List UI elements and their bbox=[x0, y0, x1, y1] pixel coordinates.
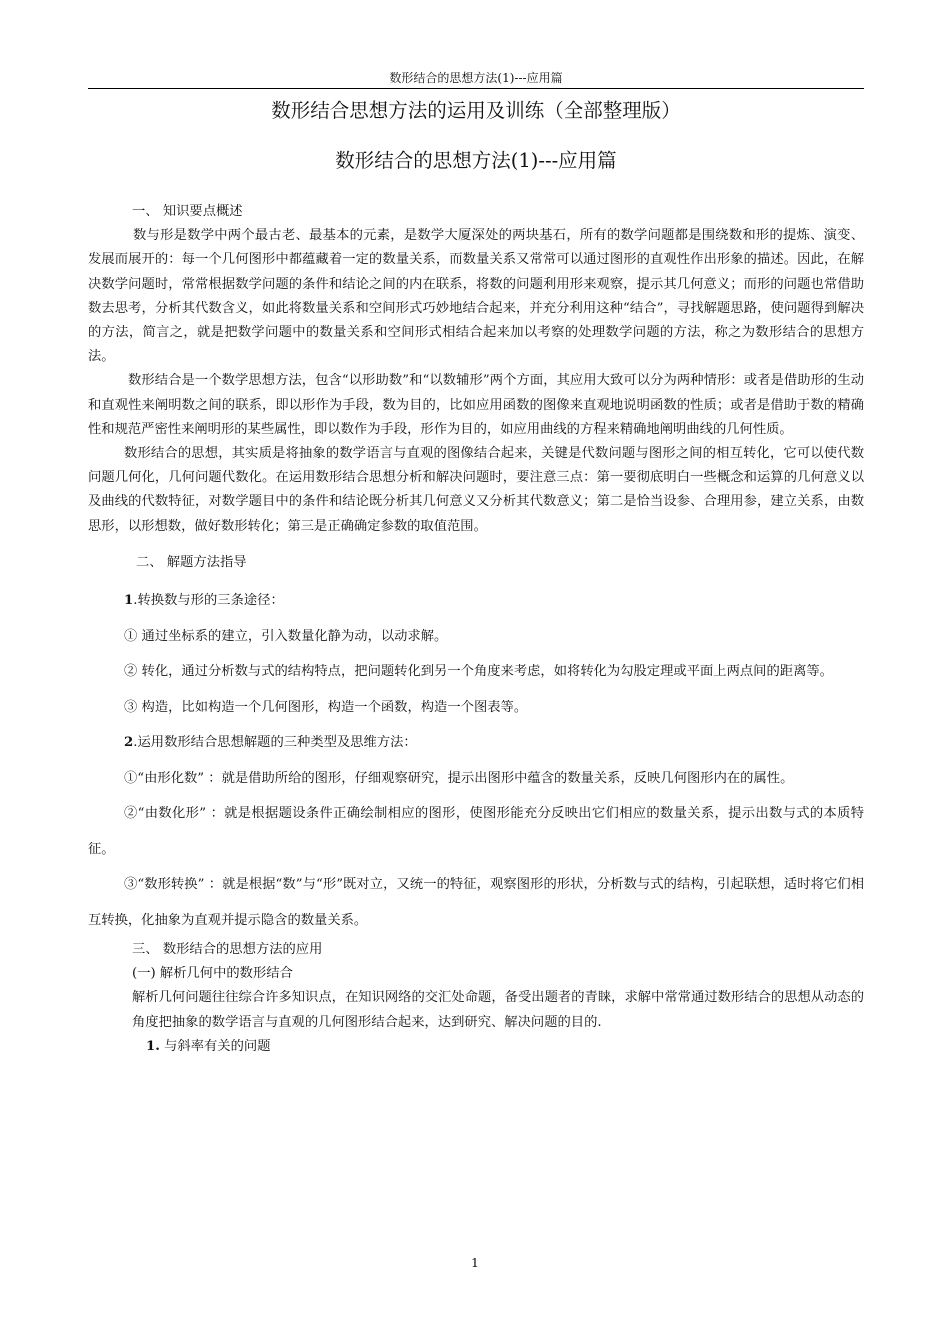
header-rule bbox=[88, 88, 864, 89]
page-number: 1 bbox=[471, 1255, 479, 1270]
method-item-1c: ③ 构造，比如构造一个几何图形，构造一个函数，构造一个图表等。 bbox=[124, 699, 528, 715]
section-3-item-1-text: 与斜率有关的问题 bbox=[159, 1038, 271, 1054]
method-item-1b: ② 转化，通过分析数与式的结构特点，把问题转化到另一个角度来考虑，如将转化为勾股定理或平面上两点间的距离等。 bbox=[124, 664, 833, 680]
section-3-item-1 bbox=[88, 1035, 864, 1059]
running-header: 数形结合的思想方法(1)---应用篇 bbox=[389, 71, 563, 85]
section-1-paragraph-1: 数与形是数学中两个最古老、最基本的元素，是数学大厦深处的两块基石，所有的数学问题都是围绕数和形的提炼、演变、发展而展开的：每一个几何图形中都蕴藏着一定的数量关系，而数量关系又常常可以通过图形的直观性作出形象的描述。因此，在解决数学问题时，常常根据数学问题的条件和结论之间的内在联系，将数的问题利用形来观察，提示其几何意义；而形的问题也常借助数去思考，分析其代数含义，如此将数量关系和空间形式巧妙地结合起来，并充分利用这种“结合”，寻找解题思路，使问题得到解决的方法，简言之，就是把数学问题中的数量关系和空间形式相结合起来加以考察的处理数学问题的方法，称之为数形结合的思想方法。 bbox=[88, 228, 864, 365]
section-1-heading: 一、 知识要点概述 bbox=[132, 204, 243, 219]
section-3-heading: 三、 数形结合的思想方法的应用 bbox=[132, 942, 323, 958]
method-item-1a: ① 通过坐标系的建立，引入数量化静为动，以动求解。 bbox=[124, 628, 448, 644]
method-item-2c: ③“数形转换” ：就是根据“数”与“形”既对立，又统一的特征，观察图形的形状，分析数与式的结构，引起联想，适时将它们相互转换，化抽象为直观并提示隐含的数量关系。 bbox=[88, 877, 864, 928]
section-1-paragraph-2: 数形结合是一个数学思想方法，包含“以形助数”和“以数辅形”两个方面，其应用大致可以分为两种情形：或者是借助形的生动和直观性来阐明数之间的联系，即以形作为手段，数为目的，比如应用函数的图像来直观地说明函数的性质；或者是借助于数的精确性和规范严密性来阐明形的某些属性，即以数作为手段，形作为目的，如应用曲线的方程来精确地阐明曲线的几何性质。 bbox=[88, 373, 864, 437]
section-1-paragraph-3: 数形结合的思想，其实质是将抽象的数学语言与直观的图像结合起来，关键是代数问题与图形之间的相互转化，它可以使代数问题几何化，几何问题代数化。在运用数形结合思想分析和解决问题时，要注意三点：第一要彻底明白一些概念和运算的几何意义以及曲线的代数特征，对数学题目中的条件和结论既分析其几何意义又分析其代数意义；第二是恰当设参、合理用参，建立关系，由数思形，以形想数，做好数形转化；第三是正确确定参数的取值范围。 bbox=[88, 446, 864, 534]
method-item-2 bbox=[88, 725, 864, 761]
method-item-1 bbox=[88, 583, 864, 619]
method-item-2b: ②“由数化形” ：就是根据题设条件正确绘制相应的图形，使图形能充分反映出它们相应的数量关系，提示出数与式的本质特征。 bbox=[88, 806, 864, 857]
method-item-2-number: 2 bbox=[124, 735, 134, 751]
section-2-heading: 二、 解题方法指导 bbox=[136, 554, 247, 570]
section-3-paragraph: 解析几何问题往往综合许多知识点，在知识网络的交汇处命题，备受出题者的青睐，求解中常常通过数形结合的思想从动态的角度把抽象的数学语言与直观的几何图形结合起来，达到研究、解决问题的目的. bbox=[132, 990, 864, 1030]
section-3-subheading: (一) 解析几何中的数形结合 bbox=[132, 966, 293, 982]
document-body bbox=[88, 200, 864, 1059]
sub-title: 数形结合的思想方法(1)---应用篇 bbox=[335, 149, 617, 172]
main-title: 数形结合思想方法的运用及训练（全部整理版） bbox=[271, 99, 681, 122]
method-item-2-text: .运用数形结合思想解题的三种类型及思维方法： bbox=[133, 735, 417, 751]
method-item-1-number: 1 bbox=[124, 593, 134, 609]
section-3-item-1-number: 1. bbox=[146, 1038, 160, 1054]
method-item-1-text: .转换数与形的三条途径： bbox=[133, 593, 284, 609]
method-item-2a: ①“由形化数” ：就是借助所给的图形，仔细观察研究，提示出图形中蕴含的数量关系，反映几何图形内在的属性。 bbox=[124, 770, 794, 786]
